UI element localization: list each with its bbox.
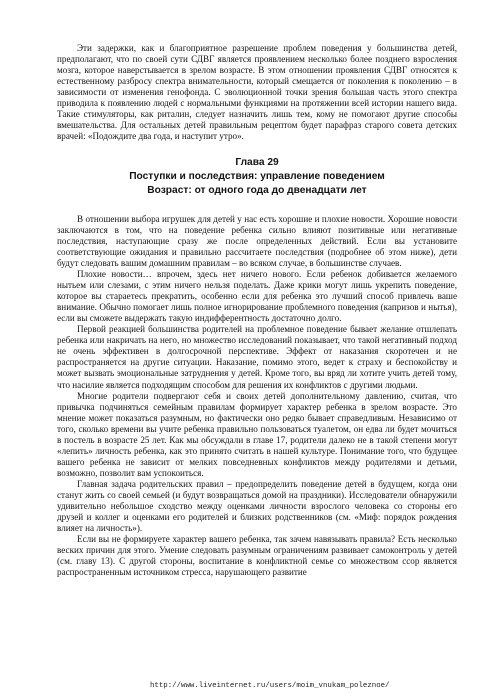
paragraph: Многие родители подвергают себя и своих детей дополнительному давлению, считая, что привычка подчиняться семейным правилам формирует характер ребенка в зрелом возрасте. Это мнение может показаться разумным, но фактически оно редко бывает справедливым. Независимо от того, сколько времени вы учите ребенка правильно пользоваться туалетом, он едва ли будет мочиться в постель в возрасте 25 лет. Как мы обсуждали в главе 17, родители далеко не в такой степени могут «лепить» личность ребенка, как это принято считать в нашей культуре. Понимание того, что будущее вашего ребенка не зависит от мелких повседневных конфликтов между родителями и детьми, возможно, позволит вам успокоиться. [57, 390, 457, 478]
page-body [57, 43, 457, 578]
paragraph: Главная задача родительских правил – предопределить поведение детей в будущем, когда они станут жить со своей семьей (и будут возвращаться домой на праздники). Исследователи обнаружили удивительно небольшое сходство между оценками личности взрослого человека со стороны его друзей и коллег и оценками его родителей и близких родственников (см. «Миф: порядок рождения влияет на личность»). [57, 478, 457, 534]
chapter-subtitle: Возраст: от одного года до двенадцати лет [147, 185, 367, 197]
chapter-number: Глава 29 [235, 157, 279, 169]
paragraph: В отношении выбора игрушек для детей у нас есть хорошие и плохие новости. Хорошие новости заключаются в том, что на поведение ребенка сильно влияют позитивные или негативные последствия, наступающие сразу же после определенных действий. Если вы установите соответствующие ожидания и правильно рассчитаете последствия (подробнее об этом ниже), дети будут следовать вашим домашним правилам – во всяком случае, в большинстве случаев. [57, 213, 457, 268]
intro-paragraph: Эти задержки, как и благоприятное разрешение проблем поведения у большинства детей, предполагают, что по своей сути СДВГ является проявлением несколько более позднего взросления мозга, которое наверстывается в зрелом возрасте. В этом отношении проявления СДВГ относятся к естественному разбросу спектра внимательности, который смещается от поколения к поколению – в зависимости от изменения генофонда. С эволюционной точки зрения большая часть этого спектра приводила к появлению людей с нормальными функциями на протяжении всей истории нашего вида. Такие стимуляторы, как риталин, следует назначить лишь тем, кому не помогают другие способы вмешательства. Для остальных детей правильным рецептом будет парафраз старого совета детских врачей: «Подождите два года, и наступит утро». [57, 43, 457, 142]
paragraph: Плохие новости… впрочем, здесь нет ничего нового. Если ребенок добивается желаемого нытьем или слезами, с этим ничего нельзя поделать. Даже крики могут лишь укрепить поведение, которое вы стараетесь прекратить, особенно если для ребенка это лучший способ привлечь ваше внимание. Обычно помогает лишь полное игнорирование проблемного поведения (капризов и нытья), если вы сможете выдержать такую индифферентность достаточно долго. [57, 269, 457, 324]
source-url[interactable]: http://www.liveinternet.ru/users/moim_vnukam_poleznoe/ [150, 682, 390, 690]
paragraph: Если вы не формируете характер вашего ребенка, так зачем навязывать правила? Есть несколько веских причин для этого. Умение следовать разумным ограничениям развивает самоконтроль у детей (см. главу 13). С другой стороны, воспитание в конфликтной семье со множеством ссор является распространенным источником стресса, нарушающего развитие [57, 534, 457, 578]
chapter-title: Поступки и последствия: управление поведением [129, 171, 385, 183]
chapter-heading [57, 156, 457, 197]
paragraph: Первой реакцией большинства родителей на проблемное поведение бывает желание отшлепать ребенка или накричать на него, но множество исследований показывает, что такой негативный подход не очень эффективен в долгосрочной перспективе. Эффект от наказания скоротечен и не распространяется на другие ситуации. Наказание, помимо этого, ведет к страху и беспокойству и может вызвать эмоциональные затруднения у детей. Кроме того, вы вряд ли хотите учить детей тому, что насилие является подходящим способом для решения их конфликтов с другими людьми. [57, 324, 457, 390]
